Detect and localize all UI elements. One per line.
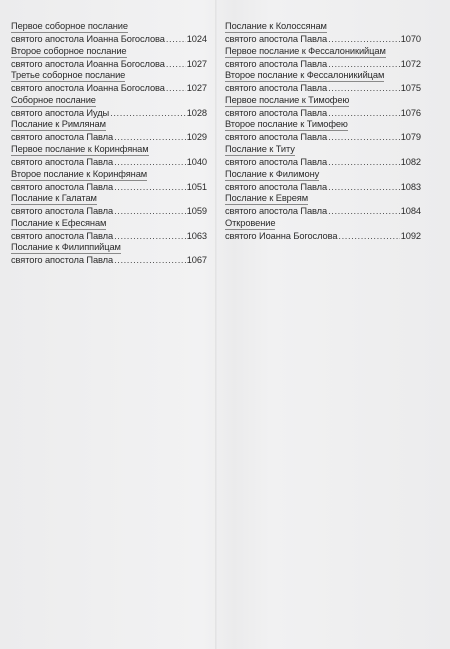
toc-entry-page: 1067 — [186, 255, 207, 266]
toc-entry-title: Послание к Ефесянам — [11, 217, 107, 228]
toc-entry-page: 1092 — [400, 230, 421, 241]
toc-entry — [11, 65, 207, 94]
toc-entry-page: 1024 — [186, 34, 207, 44]
toc-entry-subtitle: святого апостола Павла — [225, 156, 328, 167]
toc-entry — [11, 90, 207, 118]
toc-entry — [225, 90, 421, 118]
toc-entry-subtitle: святого апостола Павла — [11, 230, 114, 241]
toc-entry-title: Соборное послание — [11, 94, 96, 105]
toc-entry-subtitle: святого апостола Павла — [11, 156, 114, 167]
toc-entry-subtitle: святого апостола Павла — [225, 34, 328, 44]
toc-entry-subtitle: святого апостола Павла — [225, 58, 328, 69]
toc-entry-title: Послание к Колоссянам — [225, 21, 327, 31]
toc-entry-title: Первое послание к Фессалоникийцам — [225, 45, 386, 56]
toc-entry-title: Второе послание к Коринфянам — [11, 168, 148, 179]
toc-entry-subtitle: святого апостола Павла — [225, 181, 328, 192]
toc-entry — [11, 16, 207, 44]
toc-entry-title: Послание к Галатам — [11, 193, 97, 204]
toc-entry — [225, 164, 421, 192]
toc-entry-title: Откровение — [225, 217, 276, 228]
toc-entry-page: 1029 — [186, 132, 207, 143]
toc-entry-page: 1027 — [186, 83, 207, 94]
toc-entry-page: 1070 — [400, 34, 421, 44]
toc-entry-subtitle: святого апостола Павла — [11, 181, 114, 192]
toc-entry-page: 1084 — [400, 206, 421, 217]
toc-column-right — [225, 16, 421, 241]
toc-entry-title: Третье соборное послание — [11, 70, 126, 81]
toc-entry — [225, 41, 421, 69]
toc-entry-page: 1028 — [186, 107, 207, 118]
toc-entry-page: 1075 — [400, 83, 421, 94]
toc-entry — [225, 139, 421, 167]
toc-entry-subtitle: святого апостола Иоанна Богослова — [11, 83, 165, 94]
page-gutter — [215, 0, 217, 649]
toc-entry-page: 1082 — [400, 156, 421, 167]
toc-entry-subtitle: святого апостола Павла — [11, 132, 114, 143]
toc-entry-title: Послание к Римлянам — [11, 119, 106, 130]
toc-entry — [225, 16, 421, 44]
toc-entry — [11, 188, 207, 217]
toc-entry — [225, 65, 421, 94]
toc-entry-page: 1072 — [400, 58, 421, 69]
toc-entry-page: 1083 — [400, 181, 421, 192]
toc-entry — [11, 164, 207, 192]
toc-entry — [11, 237, 207, 266]
toc-entry-subtitle: святого апостола Павла — [11, 206, 114, 217]
toc-entry-page: 1063 — [186, 230, 207, 241]
toc-entry-page: 1040 — [186, 156, 207, 167]
toc-entry-title: Первое соборное послание — [11, 21, 128, 31]
toc-entry-title: Послание к Филиппийцам — [11, 242, 121, 253]
toc-column-left — [11, 16, 207, 266]
toc-entry-title: Послание к Евреям — [225, 193, 309, 204]
toc-entry — [225, 188, 421, 217]
toc-entry-title: Первое послание к Коринфянам — [11, 143, 149, 154]
toc-entry-page: 1051 — [186, 181, 207, 192]
dot-leader — [338, 231, 399, 242]
toc-entry-subtitle: святого апостола Иоанна Богослова — [11, 34, 165, 44]
toc-entry — [11, 139, 207, 167]
toc-entry-subtitle: святого Иоанна Богослова — [225, 230, 338, 241]
toc-entry-page: 1059 — [186, 206, 207, 217]
toc-entry-page: 1027 — [186, 58, 207, 69]
toc-entry — [11, 41, 207, 69]
toc-entry-subtitle: святого апостола Иоанна Богослова — [11, 58, 165, 69]
toc-entry-title: Второе соборное послание — [11, 45, 127, 56]
toc-entry-title: Послание к Филимону — [225, 168, 320, 179]
toc-entry — [225, 213, 421, 241]
toc-entry-title: Послание к Титу — [225, 143, 295, 154]
toc-entry — [225, 114, 421, 143]
toc-entry-subtitle: святого апостола Павла — [225, 206, 328, 217]
toc-entry-page: 1076 — [400, 107, 421, 118]
toc-entry-title: Первое послание к Тимофею — [225, 94, 350, 105]
toc-entry-subtitle: святого апостола Павла — [225, 83, 328, 94]
toc-entry — [11, 114, 207, 143]
toc-entry-subtitle: святого апостола Павла — [11, 255, 114, 266]
toc-entry-title: Второе послание к Фессалоникийцам — [225, 70, 385, 81]
toc-entry-subtitle: святого апостола Павла — [225, 107, 328, 118]
toc-entry-subtitle: святого апостола Павла — [225, 132, 328, 143]
toc-entry — [11, 213, 207, 241]
toc-entry-page: 1079 — [400, 132, 421, 143]
toc-entry-subtitle: святого апостола Иуды — [11, 107, 110, 118]
dot-leader — [114, 255, 186, 266]
toc-entry-title: Второе послание к Тимофею — [225, 119, 348, 130]
